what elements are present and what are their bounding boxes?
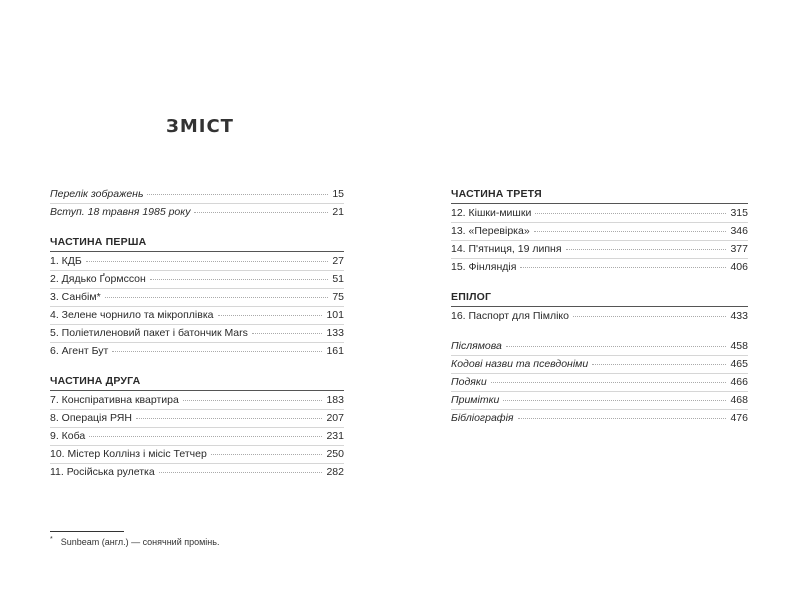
- dot-leader: [534, 225, 727, 232]
- toc-group: [50, 186, 344, 221]
- entry-page-number: 250: [326, 448, 344, 460]
- entry-title: 2. Дядько Ґормссон: [50, 273, 146, 285]
- entry-page-number: 346: [730, 225, 748, 237]
- section-heading: ЧАСТИНА ПЕРША: [50, 234, 344, 252]
- entry-title: 4. Зелене чорнило та мікроплівка: [50, 309, 214, 321]
- entry-title: Післямова: [451, 340, 502, 352]
- dot-leader: [105, 291, 329, 298]
- entry-page-number: 133: [326, 327, 344, 339]
- entry-title: 10. Містер Коллінз і місіс Тетчер: [50, 448, 207, 460]
- entry-page-number: 183: [326, 394, 344, 406]
- toc-left-column: [50, 186, 344, 481]
- entry-page-number: 15: [332, 188, 344, 200]
- entry-page-number: 51: [332, 273, 344, 285]
- toc-entry[interactable]: [50, 271, 344, 289]
- dot-leader: [147, 188, 328, 195]
- toc-entry[interactable]: [451, 410, 748, 427]
- footnote-rule: [50, 531, 124, 532]
- toc-entry[interactable]: [451, 374, 748, 392]
- toc-entry[interactable]: [50, 307, 344, 325]
- entry-page-number: 282: [326, 466, 344, 478]
- footnote: [50, 536, 219, 547]
- entry-page-number: 433: [730, 310, 748, 322]
- entry-page-number: 465: [730, 358, 748, 370]
- dot-leader: [573, 310, 726, 317]
- dot-leader: [592, 358, 726, 365]
- toc-group: [451, 289, 748, 325]
- entry-title: 12. Кішки-мишки: [451, 207, 532, 219]
- dot-leader: [183, 394, 323, 401]
- toc-entry[interactable]: [50, 446, 344, 464]
- toc-entry[interactable]: [50, 410, 344, 428]
- entry-title: 1. КДБ: [50, 255, 82, 267]
- dot-leader: [112, 345, 322, 352]
- entry-title: 5. Поліетиленовий пакет і батончик Mars: [50, 327, 248, 339]
- toc-entry[interactable]: [50, 392, 344, 410]
- entry-title: 16. Паспорт для Пімліко: [451, 310, 569, 322]
- dot-leader: [535, 207, 726, 214]
- toc-entry[interactable]: [50, 428, 344, 446]
- entry-title: 8. Операція РЯН: [50, 412, 132, 424]
- entry-title: 14. П'ятниця, 19 липня: [451, 243, 562, 255]
- toc-group: [451, 186, 748, 276]
- entry-page-number: 75: [332, 291, 344, 303]
- entry-page-number: 207: [326, 412, 344, 424]
- toc-entry[interactable]: [50, 343, 344, 360]
- toc-entry[interactable]: [451, 259, 748, 276]
- toc-group: [50, 373, 344, 481]
- entry-title: 13. «Перевірка»: [451, 225, 530, 237]
- dot-leader: [159, 466, 323, 473]
- dot-leader: [218, 309, 323, 316]
- entry-page-number: 406: [730, 261, 748, 273]
- footnote-marker: *: [50, 536, 53, 543]
- toc-entry[interactable]: [50, 253, 344, 271]
- page-title: ЗМІСТ: [166, 116, 234, 137]
- entry-title: Подяки: [451, 376, 487, 388]
- toc-entry[interactable]: [50, 325, 344, 343]
- entry-title: Примітки: [451, 394, 500, 406]
- entry-page-number: 458: [730, 340, 748, 352]
- entry-title: 9. Коба: [50, 430, 86, 442]
- entry-page-number: 466: [730, 376, 748, 388]
- section-heading: ЕПІЛОГ: [451, 289, 748, 307]
- toc-entry[interactable]: [451, 223, 748, 241]
- entry-page-number: 21: [332, 206, 344, 218]
- entry-page-number: 27: [332, 255, 344, 267]
- entry-title: Кодові назви та псевдоніми: [451, 358, 589, 370]
- entry-title: 11. Російська рулетка: [50, 466, 155, 478]
- entry-title: Вступ. 18 травня 1985 року: [50, 206, 191, 218]
- dot-leader: [520, 261, 726, 268]
- dot-leader: [566, 243, 727, 250]
- dot-leader: [518, 412, 727, 419]
- toc-entry[interactable]: [451, 205, 748, 223]
- toc-entry[interactable]: [451, 241, 748, 259]
- toc-right-column: [451, 186, 748, 427]
- toc-entry[interactable]: [50, 204, 344, 221]
- dot-leader: [136, 412, 323, 419]
- toc-entry[interactable]: [50, 289, 344, 307]
- entry-title: 6. Агент Бут: [50, 345, 109, 357]
- entry-page-number: 101: [326, 309, 344, 321]
- dot-leader: [211, 448, 323, 455]
- dot-leader: [491, 376, 727, 383]
- entry-title: 7. Конспіративна квартира: [50, 394, 179, 406]
- entry-page-number: 231: [326, 430, 344, 442]
- entry-page-number: 468: [730, 394, 748, 406]
- dot-leader: [150, 273, 328, 280]
- toc-entry[interactable]: [451, 338, 748, 356]
- section-heading: ЧАСТИНА ДРУГА: [50, 373, 344, 391]
- dot-leader: [86, 255, 329, 262]
- dot-leader: [252, 327, 323, 334]
- entry-title: Бібліографія: [451, 412, 514, 424]
- dot-leader: [506, 340, 727, 347]
- entry-page-number: 377: [730, 243, 748, 255]
- toc-entry[interactable]: [451, 392, 748, 410]
- entry-page-number: 476: [730, 412, 748, 424]
- toc-entry[interactable]: [50, 464, 344, 481]
- entry-page-number: 161: [326, 345, 344, 357]
- entry-title: Перелік зображень: [50, 188, 144, 200]
- toc-entry[interactable]: [451, 356, 748, 374]
- dot-leader: [194, 206, 328, 213]
- toc-group: [451, 338, 748, 427]
- dot-leader: [503, 394, 726, 401]
- dot-leader: [89, 430, 322, 437]
- toc-entry[interactable]: [451, 308, 748, 325]
- entry-page-number: 315: [730, 207, 748, 219]
- section-heading: ЧАСТИНА ТРЕТЯ: [451, 186, 748, 204]
- entry-title: 3. Санбім*: [50, 291, 101, 303]
- toc-entry[interactable]: [50, 186, 344, 204]
- toc-group: [50, 234, 344, 360]
- footnote-text: Sunbeam (англ.) — сонячний промінь.: [60, 537, 220, 547]
- entry-title: 15. Фінляндія: [451, 261, 517, 273]
